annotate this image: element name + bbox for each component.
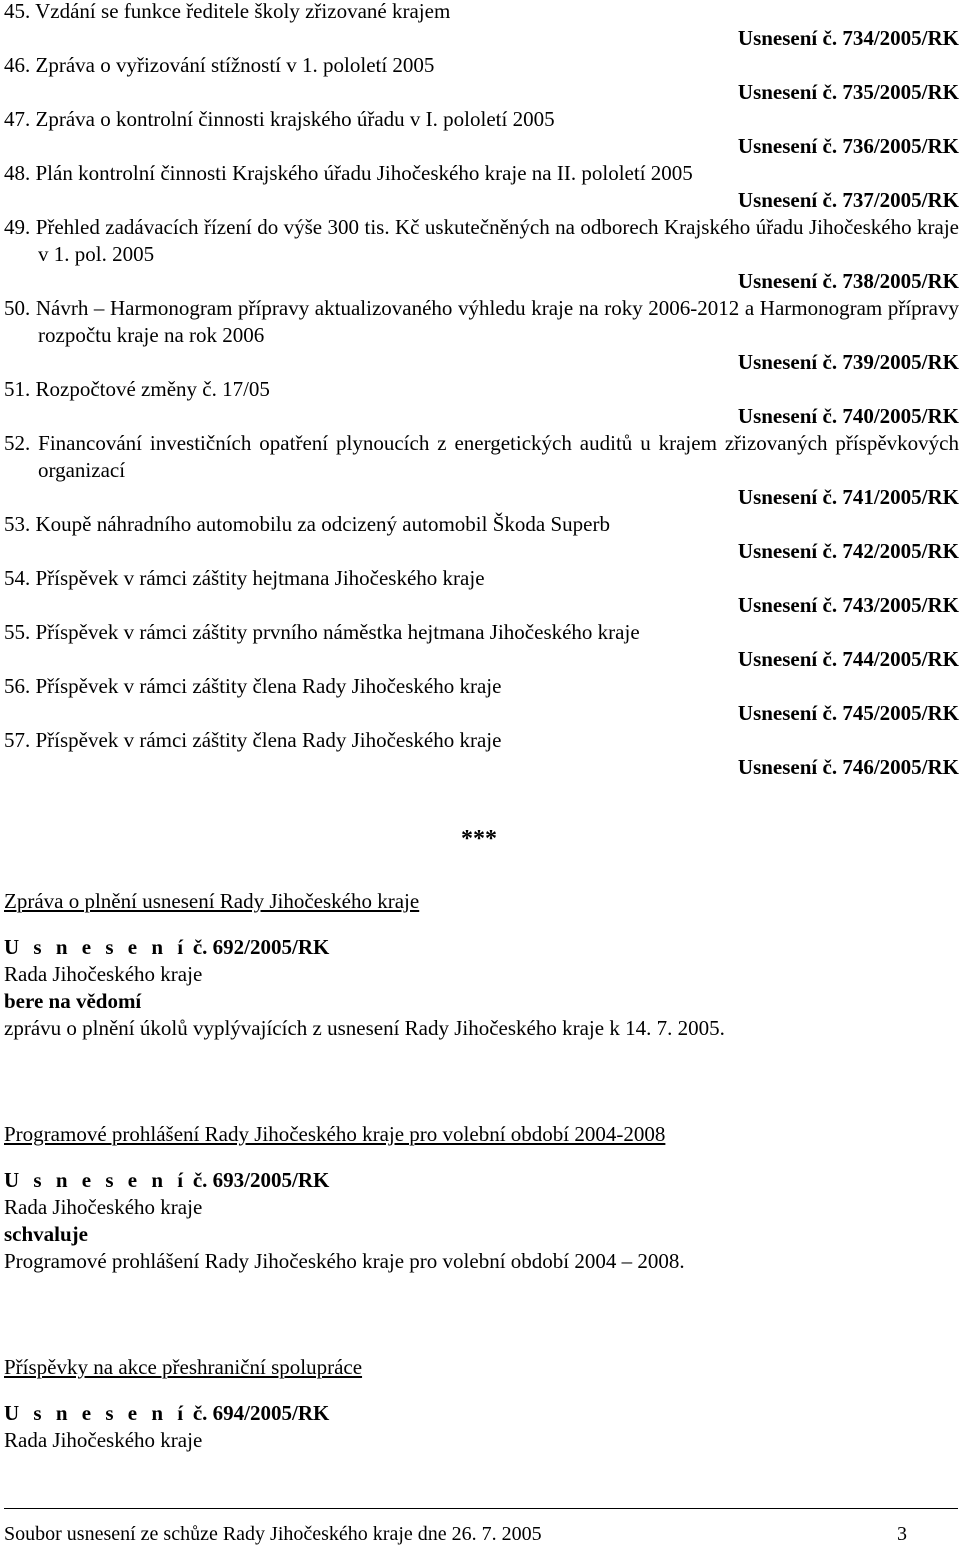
- item-text: Příspěvek v rámci záštity hejtmana Jihočeského kraje: [35, 566, 485, 590]
- item-text: Financování investičních opatření plynoucích z energetických auditů u krajem zřizovaných příspěvkových organizací: [38, 431, 959, 482]
- resolution-verb: schvaluje: [4, 1222, 88, 1246]
- resolution-id: č. 694/2005/RK: [192, 1401, 330, 1425]
- agenda-item: [4, 727, 959, 781]
- item-number: 49.: [4, 215, 31, 239]
- item-number: 47.: [4, 107, 31, 131]
- item-number: 50.: [4, 296, 31, 320]
- footer-text: Soubor usnesení ze schůze Rady Jihočeského kraje dne 26. 7. 2005: [4, 1523, 542, 1545]
- item-text: Příspěvek v rámci záštity člena Rady Jihočeského kraje: [35, 728, 502, 752]
- resolution-id: č. 693/2005/RK: [192, 1168, 330, 1192]
- item-number: 52.: [4, 431, 31, 455]
- item-number: 45.: [4, 0, 31, 23]
- resolution-number: Usnesení č. 736/2005/RK: [737, 134, 959, 158]
- agenda-item: [4, 376, 959, 430]
- item-text: Přehled zadávacích řízení do výše 300 tis. Kč uskutečněných na odborech Krajského úřadu Jihočeského kraje v 1. pol. 2005: [35, 215, 959, 266]
- resolution-heading: [4, 934, 954, 961]
- resolution-verb: bere na vědomí: [4, 989, 142, 1013]
- resolution-number: Usnesení č. 743/2005/RK: [737, 593, 959, 617]
- section-title: Programové prohlášení Rady Jihočeského kraje pro volební období 2004-2008: [4, 1122, 666, 1146]
- resolution-number: Usnesení č. 742/2005/RK: [737, 539, 959, 563]
- resolution-word: U s n e s e n í: [4, 1168, 188, 1192]
- resolution-body: Rada Jihočeského kraje: [4, 1195, 203, 1219]
- item-text: Rozpočtové změny č. 17/05: [35, 377, 270, 401]
- item-text: Příspěvek v rámci záštity prvního náměstka hejtmana Jihočeského kraje: [35, 620, 640, 644]
- item-number: 53.: [4, 512, 31, 536]
- item-number: 48.: [4, 161, 31, 185]
- agenda-item: [4, 565, 959, 619]
- agenda-item: [4, 430, 959, 511]
- item-number: 46.: [4, 53, 31, 77]
- agenda-item: [4, 511, 959, 565]
- page-number: 3: [897, 1523, 907, 1545]
- resolution-heading: [4, 1167, 954, 1194]
- agenda-item: [4, 160, 959, 214]
- resolution-number: Usnesení č. 735/2005/RK: [737, 80, 959, 104]
- item-text: Koupě náhradního automobilu za odcizený automobil Škoda Superb: [35, 512, 610, 536]
- resolution-section: [4, 1121, 954, 1275]
- section-separator: ***: [461, 826, 497, 852]
- resolution-id: č. 692/2005/RK: [192, 935, 330, 959]
- resolution-text: zprávu o plnění úkolů vyplývajících z usnesení Rady Jihočeského kraje k 14. 7. 2005.: [4, 1016, 725, 1040]
- resolution-number: Usnesení č. 744/2005/RK: [737, 647, 959, 671]
- agenda-item: [4, 0, 959, 52]
- item-number: 55.: [4, 620, 31, 644]
- agenda-item: [4, 295, 959, 376]
- resolution-number: Usnesení č. 737/2005/RK: [737, 188, 959, 212]
- section-title: Příspěvky na akce přeshraniční spolupráce: [4, 1355, 363, 1379]
- agenda-item: [4, 214, 959, 295]
- item-text: Příspěvek v rámci záštity člena Rady Jihočeského kraje: [35, 674, 502, 698]
- item-text: Vzdání se funkce ředitele školy zřizované krajem: [35, 0, 451, 23]
- resolution-number: Usnesení č. 740/2005/RK: [737, 404, 959, 428]
- item-number: 56.: [4, 674, 31, 698]
- resolution-body: Rada Jihočeského kraje: [4, 962, 203, 986]
- item-text: Zpráva o vyřizování stížností v 1. pololetí 2005: [35, 53, 435, 77]
- agenda-item: [4, 52, 959, 106]
- resolution-number: Usnesení č. 745/2005/RK: [737, 701, 959, 725]
- resolution-number: Usnesení č. 739/2005/RK: [737, 350, 959, 374]
- footer-divider: [4, 1508, 958, 1509]
- resolution-section: [4, 888, 954, 1042]
- item-number: 54.: [4, 566, 31, 590]
- agenda-item: [4, 619, 959, 673]
- agenda-list: [4, 0, 959, 781]
- resolution-number: Usnesení č. 741/2005/RK: [737, 485, 959, 509]
- resolution-word: U s n e s e n í: [4, 935, 188, 959]
- resolution-word: U s n e s e n í: [4, 1401, 188, 1425]
- item-text: Plán kontrolní činnosti Krajského úřadu Jihočeského kraje na II. pololetí 2005: [35, 161, 693, 185]
- item-text: Zpráva o kontrolní činnosti krajského úřadu v I. pololetí 2005: [35, 107, 555, 131]
- resolution-number: Usnesení č. 738/2005/RK: [737, 269, 959, 293]
- resolution-body: Rada Jihočeského kraje: [4, 1428, 203, 1452]
- item-text: Návrh – Harmonogram přípravy aktualizovaného výhledu kraje na roky 2006-2012 a Harmonogram přípravy rozpočtu kraje na rok 2006: [35, 296, 959, 347]
- resolution-number: Usnesení č. 746/2005/RK: [737, 755, 959, 779]
- resolution-text: Programové prohlášení Rady Jihočeského kraje pro volební období 2004 – 2008.: [4, 1249, 685, 1273]
- resolution-heading: [4, 1400, 954, 1427]
- agenda-item: [4, 673, 959, 727]
- resolution-section: [4, 1354, 954, 1454]
- item-number: 51.: [4, 377, 31, 401]
- agenda-item: [4, 106, 959, 160]
- item-number: 57.: [4, 728, 31, 752]
- resolution-number: Usnesení č. 734/2005/RK: [737, 26, 959, 50]
- section-title: Zpráva o plnění usnesení Rady Jihočeského kraje: [4, 889, 420, 913]
